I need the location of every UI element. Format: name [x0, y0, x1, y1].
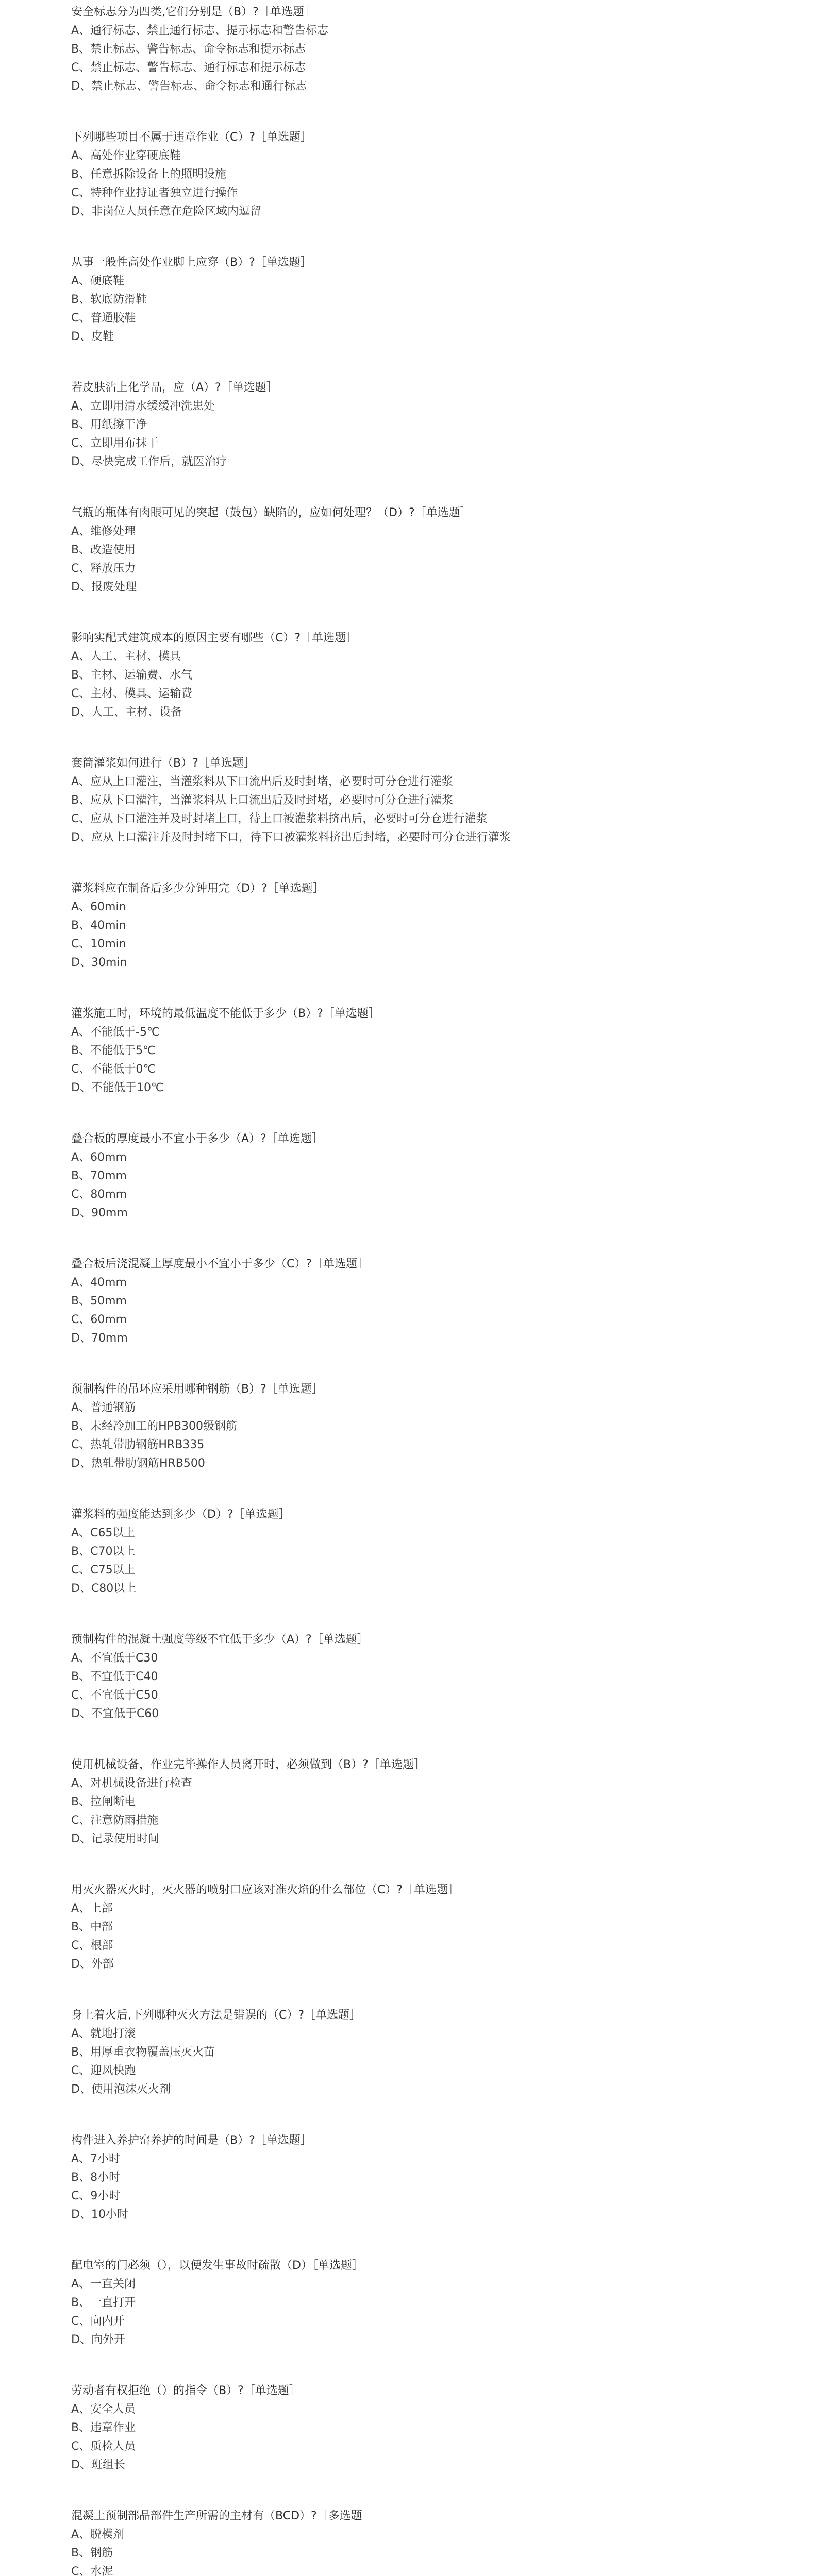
question-text: 劳动者有权拒绝（）的指令（B）?［单选题］ — [71, 2384, 301, 2397]
answer-option: B、40min — [71, 919, 126, 932]
answer-option: A、一直关闭 — [71, 2278, 136, 2291]
question-text: 使用机械设备，作业完毕操作人员离开时，必须做到（B）?［单选题］ — [71, 1758, 425, 1771]
spacer — [71, 1223, 818, 1255]
spacer — [71, 847, 818, 879]
question-text: 安全标志分为四类,它们分别是（B）?［单选题］ — [71, 6, 315, 19]
answer-option: C、水泥 — [71, 2565, 113, 2576]
question-block — [71, 1756, 818, 1849]
answer-option: A、应从上口灌注，当灌浆料从下口流出后及时封堵，必要时可分仓进行灌浆 — [71, 775, 454, 788]
question-block — [71, 1505, 818, 1598]
answer-option: C、释放压力 — [71, 562, 136, 575]
question-block — [71, 1255, 818, 1348]
answer-option: D、尽快完成工作后，就医治疗 — [71, 455, 227, 468]
question-text: 预制构件的混凝土强度等级不宜低于多少（A）?［单选题］ — [71, 1633, 369, 1646]
spacer — [71, 2099, 818, 2131]
answer-option: B、禁止标志、警告标志、命令标志和提示标志 — [71, 43, 306, 56]
answer-option: A、脱模剂 — [71, 2528, 125, 2541]
answer-option: C、向内开 — [71, 2315, 125, 2328]
answer-option: C、质检人员 — [71, 2440, 136, 2453]
answer-option: D、不宜低于C60 — [71, 1707, 159, 1720]
answer-option: A、对机械设备进行检查 — [71, 1777, 193, 1790]
question-text: 叠合板的厚度最小不宜小于多少（A）?［单选题］ — [71, 1132, 323, 1145]
question-block — [71, 253, 818, 346]
question-text: 用灭火器灭火时，灭火器的喷射口应该对准火焰的什么部位（C）?［单选题］ — [71, 1884, 460, 1896]
answer-option: A、高处作业穿硬底鞋 — [71, 149, 181, 162]
spacer — [71, 722, 818, 754]
question-text: 叠合板后浇混凝土厚度最小不宜小于多少（C）?［单选题］ — [71, 1258, 369, 1270]
answer-option: D、记录使用时间 — [71, 1833, 159, 1845]
answer-option: D、班组长 — [71, 2459, 125, 2471]
answer-option: B、钢筋 — [71, 2547, 113, 2560]
question-text: 套筒灌浆如何进行（B）?［单选题］ — [71, 757, 255, 770]
answer-option: A、就地打滚 — [71, 2027, 136, 2040]
spacer — [71, 471, 818, 504]
answer-option: C、迎风快跑 — [71, 2064, 136, 2077]
answer-option: A、7小时 — [71, 2153, 121, 2165]
answer-option: C、普通胶鞋 — [71, 312, 136, 325]
answer-option: A、C65以上 — [71, 1527, 136, 1539]
answer-option: C、60mm — [71, 1313, 127, 1326]
answer-option: C、特种作业持证者独立进行操作 — [71, 187, 238, 199]
answer-option: C、C75以上 — [71, 1564, 136, 1577]
answer-option: A、不宜低于C30 — [71, 1652, 158, 1665]
answer-option: C、注意防雨措施 — [71, 1814, 159, 1827]
answer-option: A、40mm — [71, 1276, 127, 1289]
answer-option: B、一直打开 — [71, 2296, 136, 2309]
answer-option: B、C70以上 — [71, 1545, 136, 1558]
question-text: 下列哪些项目不属于违章作业（C）?［单选题］ — [71, 131, 312, 144]
answer-option: A、不能低于-5℃ — [71, 1026, 160, 1039]
question-block — [71, 379, 818, 471]
answer-option: B、不宜低于C40 — [71, 1670, 158, 1683]
answer-option: D、30min — [71, 956, 127, 969]
answer-option: D、C80以上 — [71, 1582, 137, 1595]
answer-option: D、人工、主材、设备 — [71, 706, 182, 719]
question-block — [71, 3, 818, 96]
answer-option: A、安全人员 — [71, 2403, 136, 2416]
spacer — [71, 96, 818, 128]
question-text: 灌浆料应在制备后多少分钟用完（D）?［单选题］ — [71, 882, 324, 895]
answer-option: C、不能低于0℃ — [71, 1063, 156, 1076]
answer-option: D、使用泡沫灭火剂 — [71, 2083, 171, 2096]
question-block — [71, 1881, 818, 1974]
answer-option: B、违章作业 — [71, 2421, 136, 2434]
answer-option: B、8小时 — [71, 2171, 121, 2184]
answer-option: B、70mm — [71, 1170, 127, 1182]
spacer — [71, 972, 818, 1005]
answer-option: C、10min — [71, 938, 126, 951]
question-block — [71, 879, 818, 972]
question-block — [71, 1631, 818, 1723]
answer-option: B、应从下口灌注，当灌浆料从上口流出后及时封堵，必要时可分仓进行灌浆 — [71, 794, 454, 807]
spacer — [71, 1849, 818, 1881]
spacer — [71, 2475, 818, 2507]
answer-option: A、上部 — [71, 1902, 113, 1915]
spacer — [71, 1348, 818, 1380]
answer-option: B、不能低于5℃ — [71, 1044, 156, 1057]
question-text: 灌浆料的强度能达到多少（D）?［单选题］ — [71, 1508, 290, 1521]
question-text: 气瓶的瓶体有肉眼可见的突起（鼓包）缺陷的，应如何处理？（D）?［单选题］ — [71, 506, 472, 519]
question-block — [71, 1130, 818, 1223]
spacer — [71, 1473, 818, 1505]
spacer — [71, 221, 818, 253]
answer-option: D、外部 — [71, 1958, 114, 1971]
question-block — [71, 1005, 818, 1097]
question-text: 身上着火后,下列哪种灭火方法是错误的（C）?［单选题］ — [71, 2009, 361, 2022]
answer-option: D、向外开 — [71, 2333, 125, 2346]
spacer — [71, 2349, 818, 2382]
answer-option: B、用厚重衣物覆盖压灭火苗 — [71, 2046, 215, 2059]
answer-option: D、皮鞋 — [71, 330, 114, 343]
answer-option: D、应从上口灌注并及时封堵下口，待下口被灌浆料挤出后封堵，必要时可分仓进行灌浆 — [71, 831, 511, 844]
answer-option: A、维修处理 — [71, 525, 136, 538]
answer-option: C、80mm — [71, 1188, 127, 1201]
question-text: 从事一般性高处作业脚上应穿（B）?［单选题］ — [71, 256, 312, 269]
answer-option: D、禁止标志、警告标志、命令标志和通行标志 — [71, 80, 307, 93]
question-block — [71, 128, 818, 221]
answer-option: A、普通钢筋 — [71, 1401, 136, 1414]
spacer — [71, 597, 818, 629]
answer-option: B、中部 — [71, 1921, 113, 1934]
answer-option: C、不宜低于C50 — [71, 1689, 158, 1702]
question-block — [71, 2382, 818, 2475]
answer-option: A、通行标志、禁止通行标志、提示标志和警告标志 — [71, 24, 329, 37]
answer-option: B、任意拆除设备上的照明设施 — [71, 168, 227, 181]
spacer — [71, 1598, 818, 1631]
answer-option: A、60min — [71, 901, 126, 913]
question-block — [71, 2257, 818, 2349]
question-block — [71, 754, 818, 847]
question-text: 灌浆施工时，环境的最低温度不能低于多少（B）?［单选题］ — [71, 1007, 380, 1020]
answer-option: D、报废处理 — [71, 581, 137, 594]
answer-option: B、改造使用 — [71, 544, 136, 556]
question-block — [71, 2507, 818, 2576]
question-text: 若皮肤沾上化学品，应（A）?［单选题］ — [71, 381, 278, 394]
answer-option: B、用纸擦干净 — [71, 418, 147, 431]
question-block — [71, 2006, 818, 2099]
answer-option: C、禁止标志、警告标志、通行标志和提示标志 — [71, 61, 306, 74]
answer-option: B、拉闸断电 — [71, 1795, 136, 1808]
answer-option: C、根部 — [71, 1939, 113, 1952]
answer-option: A、硬底鞋 — [71, 275, 125, 287]
answer-option: B、主材、运输费、水气 — [71, 669, 193, 682]
answer-option: A、立即用清水缓缓冲洗患处 — [71, 400, 215, 413]
answer-option: B、50mm — [71, 1295, 127, 1308]
spacer — [71, 1097, 818, 1130]
answer-option: A、60mm — [71, 1151, 127, 1164]
spacer — [71, 2224, 818, 2257]
spacer — [71, 1723, 818, 1756]
spacer — [71, 1974, 818, 2006]
answer-option: D、非岗位人员任意在危险区域内逗留 — [71, 205, 261, 218]
answer-option: B、软底防滑鞋 — [71, 293, 147, 306]
answer-option: D、70mm — [71, 1332, 128, 1345]
answer-option: A、人工、主材、模具 — [71, 650, 181, 663]
question-block — [71, 1380, 818, 1473]
answer-option: D、90mm — [71, 1207, 128, 1219]
question-text: 影响实配式建筑成本的原因主要有哪些（C）?［单选题］ — [71, 632, 358, 645]
answer-option: B、未经冷加工的HPB300级钢筋 — [71, 1420, 237, 1433]
answer-option: C、立即用布抹干 — [71, 437, 159, 450]
question-text: 配电室的门必须（），以便发生事故时疏散（D）［单选题］ — [71, 2259, 363, 2272]
answer-option: D、热轧带肋钢筋HRB500 — [71, 1457, 205, 1470]
answer-option: C、应从下口灌注并及时封堵上口，待上口被灌浆料挤出后，必要时可分仓进行灌浆 — [71, 812, 488, 825]
answer-option: D、不能低于10℃ — [71, 1081, 164, 1094]
question-block — [71, 629, 818, 722]
answer-option: C、9小时 — [71, 2190, 121, 2202]
question-text: 混凝土预制部品部件生产所需的主材有（BCD）?［多选题］ — [71, 2510, 374, 2522]
question-block — [71, 504, 818, 597]
spacer — [71, 346, 818, 379]
question-block — [71, 2131, 818, 2224]
question-text: 预制构件的吊环应采用哪种钢筋（B）?［单选题］ — [71, 1383, 323, 1396]
answer-option: D、10小时 — [71, 2208, 128, 2221]
question-text: 构件进入养护窑养护的时间是（B）?［单选题］ — [71, 2134, 312, 2147]
answer-option: C、主材、模具、运输费 — [71, 687, 193, 700]
answer-option: C、热轧带肋钢筋HRB335 — [71, 1438, 205, 1451]
